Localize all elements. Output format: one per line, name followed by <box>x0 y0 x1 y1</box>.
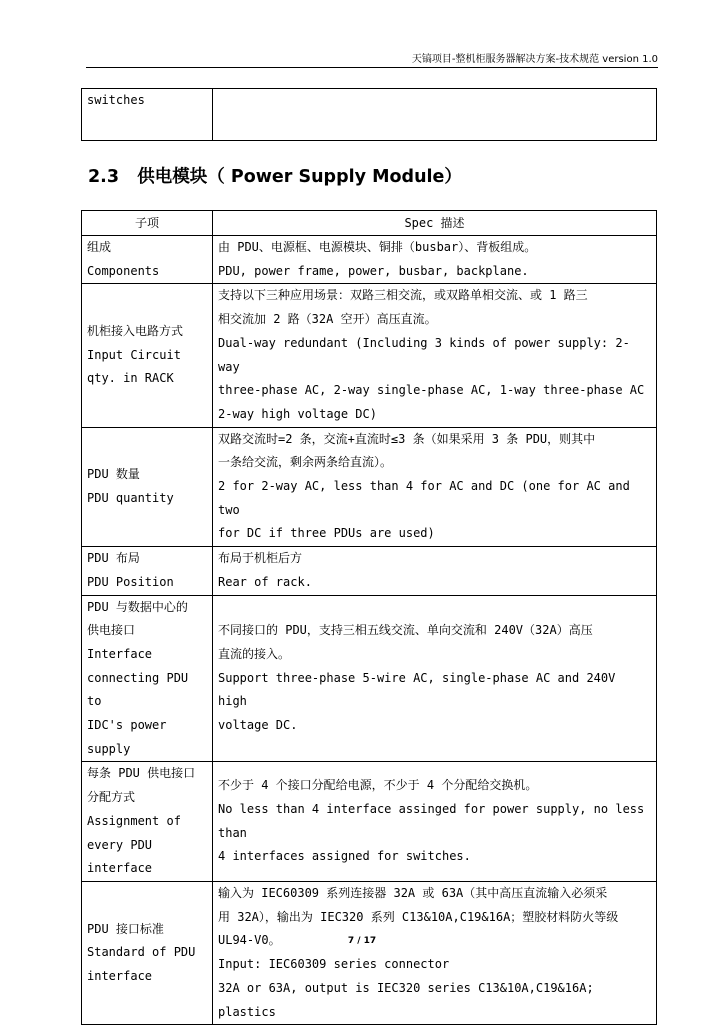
table-row <box>82 547 657 595</box>
table-row <box>82 881 657 1024</box>
table-row <box>82 236 657 284</box>
header-divider <box>86 67 658 68</box>
row-spec: 布局于机柜后方 Rear of rack. <box>213 547 657 595</box>
table-row <box>82 762 657 882</box>
section-title: 供电模块（ Power Supply Module） <box>137 167 462 187</box>
header-spec: Spec 描述 <box>213 211 657 236</box>
page-number: 7 / 17 <box>347 936 377 946</box>
running-header: 天镐项目-整机柜服务器解决方案-技术规范 version 1.0 <box>411 54 658 65</box>
power-supply-spec-table <box>81 210 657 1025</box>
header-item: 子项 <box>82 211 213 236</box>
row-label: PDU 数量 PDU quantity <box>82 427 213 547</box>
table-row <box>82 595 657 762</box>
row-spec: 不同接口的 PDU，支持三相五线交流、单向交流和 240V（32A）高压 直流的接入。 Support three-phase 5-wire AC, single-phase AC and 240V high voltage DC. <box>213 595 657 762</box>
table-header-row <box>82 211 657 236</box>
section-heading <box>88 163 462 188</box>
row-label: 每条 PDU 供电接口 分配方式 Assignment of every PDU interface <box>82 762 213 882</box>
row-spec: 由 PDU、电源框、电源模块、铜排（busbar）、背板组成。 PDU, power frame, power, busbar, backplane. <box>213 236 657 284</box>
row-spec: 双路交流时=2 条，交流+直流时≤3 条（如果采用 3 条 PDU，则其中 一条给交流，剩余两条给直流）。 2 for 2-way AC, less than 4 for AC and DC (one for AC and two for DC if three PDUs are used) <box>213 427 657 547</box>
row-spec: 输入为 IEC60309 系列连接器 32A 或 63A（其中高压直流输入必须采 用 32A），输出为 IEC320 系列 C13&10A,C19&16A；塑胶材料防火等级 UL94-V0。 Input: IEC60309 series connector 32A or 63A, output is IEC320 series C13&10A,C19&16A; plastics <box>213 881 657 1024</box>
row-label: 机柜接入电路方式 Input Circuit qty. in RACK <box>82 284 213 427</box>
row-spec: 不少于 4 个接口分配给电源，不少于 4 个分配给交换机。 No less than 4 interface assinged for power supply, no less than 4 interfaces assigned for switches. <box>213 762 657 882</box>
row-label: PDU 与数据中心的 供电接口 Interface connecting PDU to IDC's power supply <box>82 595 213 762</box>
row-label: 组成 Components <box>82 236 213 284</box>
continued-table-spec <box>213 89 657 141</box>
row-label: PDU 接口标准 Standard of PDU interface <box>82 881 213 1024</box>
table-row <box>82 427 657 547</box>
row-label: PDU 布局 PDU Position <box>82 547 213 595</box>
table-row <box>82 284 657 427</box>
row-spec: 支持以下三种应用场景：双路三相交流，或双路单相交流、或 1 路三 相交流加 2 路（32A 空开）高压直流。 Dual-way redundant (Including 3 kinds of power supply: 2-way three-phase AC, 2-way single-phase AC, 1-way three-phase AC 2-way high voltage DC) <box>213 284 657 427</box>
continued-table <box>81 88 657 141</box>
continued-table-label: switches <box>82 89 213 141</box>
section-number: 2.3 <box>88 167 120 187</box>
